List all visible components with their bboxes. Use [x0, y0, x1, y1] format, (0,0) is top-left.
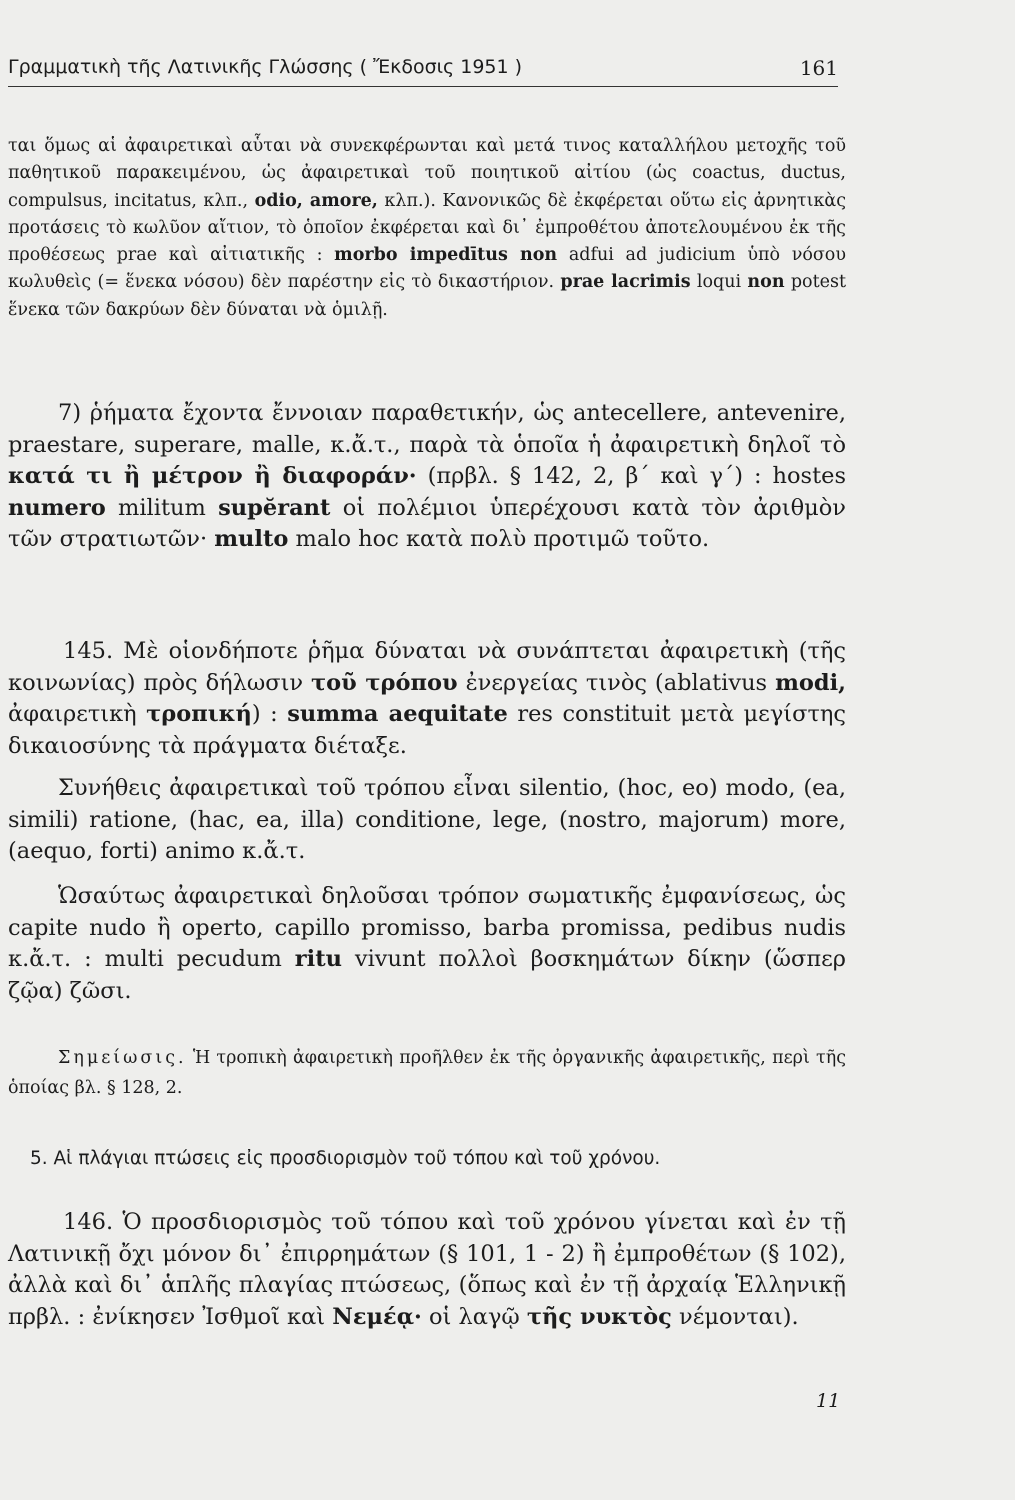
paragraph-usual-ablatives: Συνήθεις ἀφαιρετικαὶ τοῦ τρόπου εἶναι silentio, (hoc, eo) modo, (ea, simili) ratione, (hac, ea, illa) conditione, lege, (nostro, majorum) more, (aequo, forti) animo κ.ἄ.τ.	[8, 775, 846, 865]
bold-run: Νεμέᾳ·	[332, 1303, 422, 1330]
bold-run: κατά τι ἢ μέτρον ἢ διαφοράν·	[8, 463, 417, 490]
running-head	[8, 56, 838, 87]
text-run: Μὲ οἱονδήποτε ῥῆμα δύναται νὰ συνάπτεται ἀφαιρετικὴ (τῆς κοινωνίας) πρὸς δήλωσιν	[8, 638, 846, 696]
text-run: res constituit μετὰ μεγίστης δικαιοσύνης τὰ πράγματα διέταξε.	[8, 701, 846, 759]
section-number: 145.	[63, 638, 114, 664]
text-run: vivunt πολλοὶ βοσκημάτων δίκην (ὥσπερ ζῷα) ζῶσι.	[8, 946, 846, 1004]
bold-run: modi,	[775, 669, 846, 696]
text-run: ) :	[251, 701, 288, 728]
text-run: ἀφαιρετικὴ	[8, 701, 147, 728]
text-run: Ὡσαύτως ἀφαιρετικαὶ δηλοῦσαι τρόπον σωματικῆς ἐμφανίσεως, ὡς capite nudo ἢ operto, capillo promisso, barba promissa, pedibus nudis κ.ἄ.τ. : multi pecudum	[8, 883, 846, 973]
paragraph-145	[8, 636, 846, 762]
text-run: (πρβλ. § 142, 2, β΄ καὶ γ΄) : hostes	[416, 463, 846, 490]
bold-run: numero	[8, 494, 106, 521]
text-run: potest ἕνεκα τῶν δακρύων δὲν δύναται νὰ ὁμιλῇ.	[8, 272, 846, 320]
bold-run: ritu	[294, 946, 342, 973]
note-label: Σημείωσις.	[58, 1048, 187, 1068]
text-run: militum	[105, 494, 219, 521]
bold-run: τροπική	[146, 701, 252, 728]
note-paragraph	[8, 1043, 846, 1103]
signature-mark: 11	[816, 1390, 841, 1412]
text-run: ται ὅμως αἱ ἀφαιρετικαὶ αὗται νὰ συνεκφέρωνται καὶ μετά τινος καταλλήλου μετοχῆς τοῦ παθητικοῦ παρακειμένου, ὡς ἀφαιρετικαὶ τοῦ ποιητικοῦ αἰτίου (ὡς coactus, ductus, compulsus, incitatus, κλπ.,	[8, 136, 846, 211]
bold-run: non	[747, 272, 785, 293]
text-run: Ὁ προσδιορισμὸς τοῦ τόπου καὶ τοῦ χρόνου γίνεται καὶ ἐν τῇ Λατινικῇ ὄχι μόνον δι᾿ ἐπιρρημάτων (§ 101, 1 - 2) ἢ ἐμπροθέτων (§ 102), ἀλλὰ καὶ δι᾿ ἁπλῆς πλαγίας πτώσεως, (ὅπως καὶ ἐν τῇ ἀρχαίᾳ Ἑλληνικῇ πρβλ. : ἐνίκησεν Ἰσθμοῖ καὶ	[8, 1209, 846, 1330]
bold-run: summa aequitate	[287, 701, 508, 728]
text-run: 7) ῥήματα ἔχοντα ἔννοιαν παραθετικήν, ὡς antecellere, antevenire, praestare, superare, malle, κ.ἄ.τ., παρὰ τὰ ὁποῖα ἡ ἀφαιρετικὴ δηλοῖ τὸ	[8, 400, 846, 458]
text-run: ἐνεργείας τινὸς (ablativus	[457, 669, 776, 696]
text-run: οἱ πολέμιοι ὑπερέχουσι κατὰ τὸν ἀριθμὸν τῶν στρατιωτῶν·	[8, 494, 846, 553]
paragraph-item-7	[8, 398, 846, 556]
paragraph-146	[8, 1207, 846, 1333]
running-head-title: Γραμματικὴ τῆς Λατινικῆς Γλώσσης ( Ἔκδοσις 1951 )	[8, 56, 523, 78]
text-run: οἱ λαγῷ	[421, 1303, 527, 1330]
text-run: νέμονται).	[671, 1303, 799, 1330]
text-run: Ἡ τροπικὴ ἀφαιρετικὴ προῆλθεν ἐκ τῆς ὀργανικῆς ἀφαιρετικῆς, περὶ τῆς ὁποίας βλ. § 128, 2.	[8, 1048, 846, 1098]
bold-run: multo	[214, 526, 289, 553]
section-heading: 5. Αἱ πλάγιαι πτώσεις εἰς προσδιορισμὸν τοῦ τόπου καὶ τοῦ χρόνου.	[30, 1148, 661, 1169]
bold-run: τῆς νυκτὸς	[526, 1303, 672, 1330]
bold-run: supĕrant	[218, 494, 331, 521]
bold-run: morbo impedītus non	[334, 245, 558, 266]
text-run: κλπ.). Κανονικῶς δὲ ἐκφέρεται οὕτω εἰς ἀρνητικὰς προτάσεις τὸ κωλῦον αἴτιον, τὸ ὁποῖον ἐκφέρεται καὶ δι᾿ ἐμπροθέτου ἀποτελουμένου ἐκ τῆς προθέσεως prae καὶ αἰτιατικῆς :	[8, 190, 847, 266]
paragraph-continuation	[8, 133, 846, 324]
text-run: malo hoc κατὰ πολὺ προτιμῶ τοῦτο.	[288, 526, 710, 553]
text-run: adfui ad judicium ὑπὸ νόσου κωλυθεὶς (= ἕνεκα νόσου) δὲν παρέστην εἰς τὸ δικαστήριον.	[8, 245, 846, 293]
page-number: 161	[799, 56, 838, 80]
bold-run: odio, amore,	[254, 190, 378, 211]
section-number: 146.	[63, 1209, 114, 1235]
text-run: loqui	[690, 272, 748, 293]
bold-run: prae lacrimis	[560, 272, 691, 293]
paragraph-bodily-appearance	[8, 881, 846, 1007]
bold-run: τοῦ τρόπου	[311, 669, 458, 696]
